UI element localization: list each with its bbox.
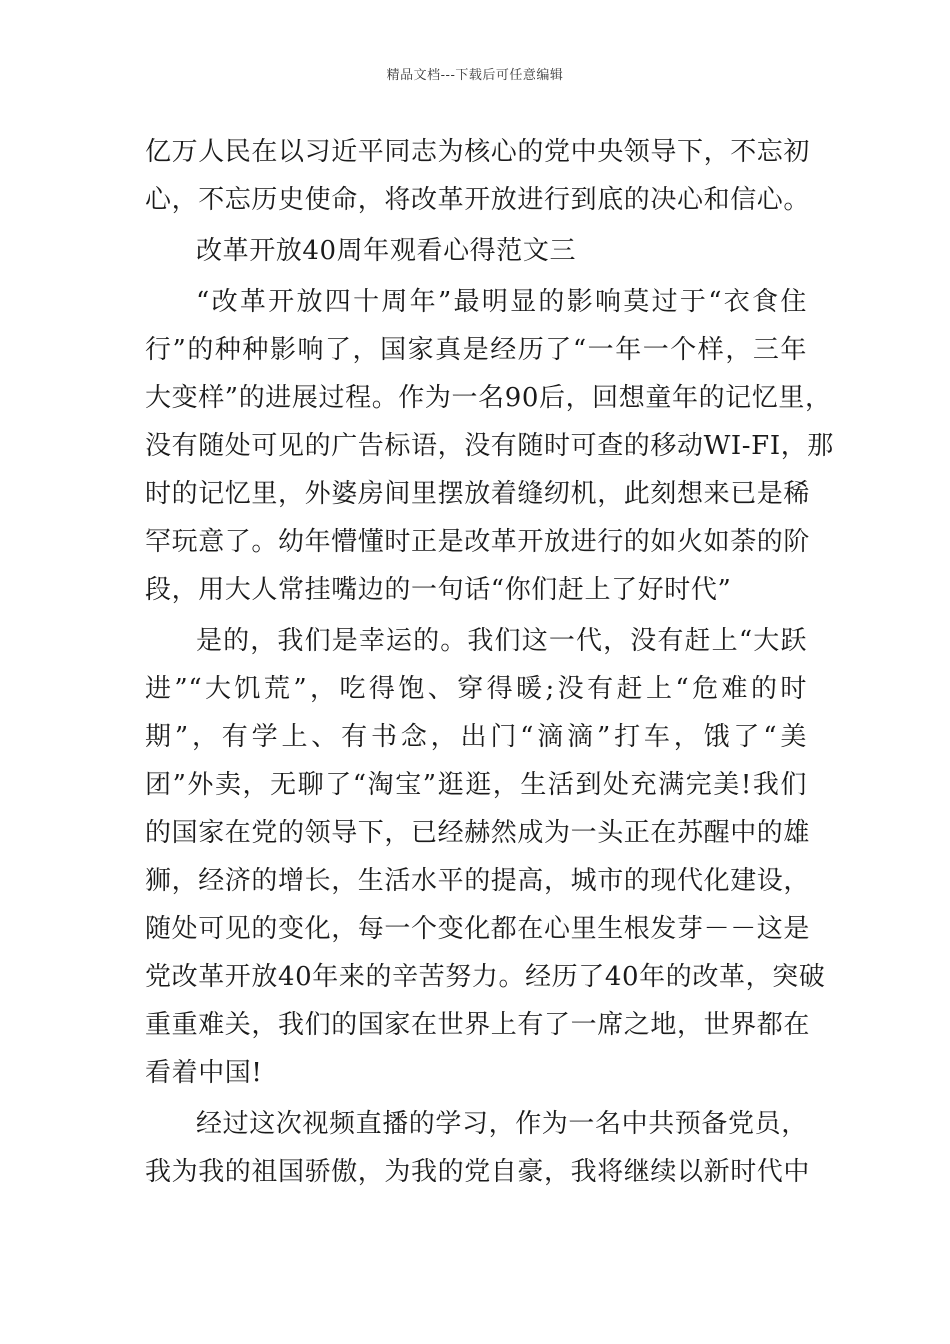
paragraph-line: 看着中国! — [145, 1058, 263, 1088]
paragraph-line: 随处可见的变化，每一个变化都在心里生根发芽－－这是 — [145, 914, 811, 944]
paragraph-line: 时的记忆里，外婆房间里摆放着缝纫机，此刻想来已是稀 — [145, 479, 811, 509]
paragraph-line: 段，用大人常挂嘴边的一句话“你们赶上了好时代” — [145, 575, 732, 605]
paragraph-line: 党改革开放40年来的辛苦努力。经历了40年的改革，突破 — [145, 962, 826, 992]
paragraph-line: 重重难关，我们的国家在世界上有了一席之地，世界都在 — [145, 1010, 811, 1040]
document-body — [145, 128, 834, 1196]
paragraph-line: 的国家在党的领导下，已经赫然成为一头正在苏醒中的雄 — [145, 818, 811, 848]
paragraph-line: 是的，我们是幸运的。我们这一代，没有赶上“大跃 — [196, 626, 807, 656]
paragraph-line: 大变样”的进展过程。作为一名90后，回想童年的记忆里， — [145, 383, 832, 413]
paragraph-line: 狮，经济的增长，生活水平的提高，城市的现代化建设， — [145, 866, 811, 896]
paragraph-line: 心，不忘历史使命，将改革开放进行到底的决心和信心。 — [145, 185, 811, 215]
paragraph-line: 团”外卖，无聊了“淘宝”逛逛，生活到处充满完美!我们 — [145, 770, 807, 800]
paragraph-line: 经过这次视频直播的学习，作为一名中共预备党员， — [196, 1109, 808, 1139]
paragraph-line: 行”的种种影响了，国家真是经历了“一年一个样，三年 — [145, 335, 807, 365]
paragraph-line: 我为我的祖国骄傲，为我的党自豪，我将继续以新时代中 — [145, 1157, 811, 1187]
paragraph-line: 进”“大饥荒”，吃得饱、穿得暖;没有赶上“危难的时 — [145, 674, 807, 704]
section-title: 改革开放40周年观看心得范文三 — [196, 236, 577, 266]
page-header: 精品文档---下载后可任意编辑 — [386, 68, 564, 83]
paragraph-line: “改革开放四十周年”最明显的影响莫过于“衣食住 — [196, 287, 807, 317]
paragraph-line: 亿万人民在以习近平同志为核心的党中央领导下，不忘初 — [145, 137, 811, 167]
paragraph-line: 没有随处可见的广告标语，没有随时可查的移动WI-FI，那 — [145, 431, 834, 461]
paragraph-line: 期”，有学上、有书念，出门“滴滴”打车，饿了“美 — [145, 722, 807, 752]
paragraph-line: 罕玩意了。幼年懵懂时正是改革开放进行的如火如荼的阶 — [145, 527, 811, 557]
